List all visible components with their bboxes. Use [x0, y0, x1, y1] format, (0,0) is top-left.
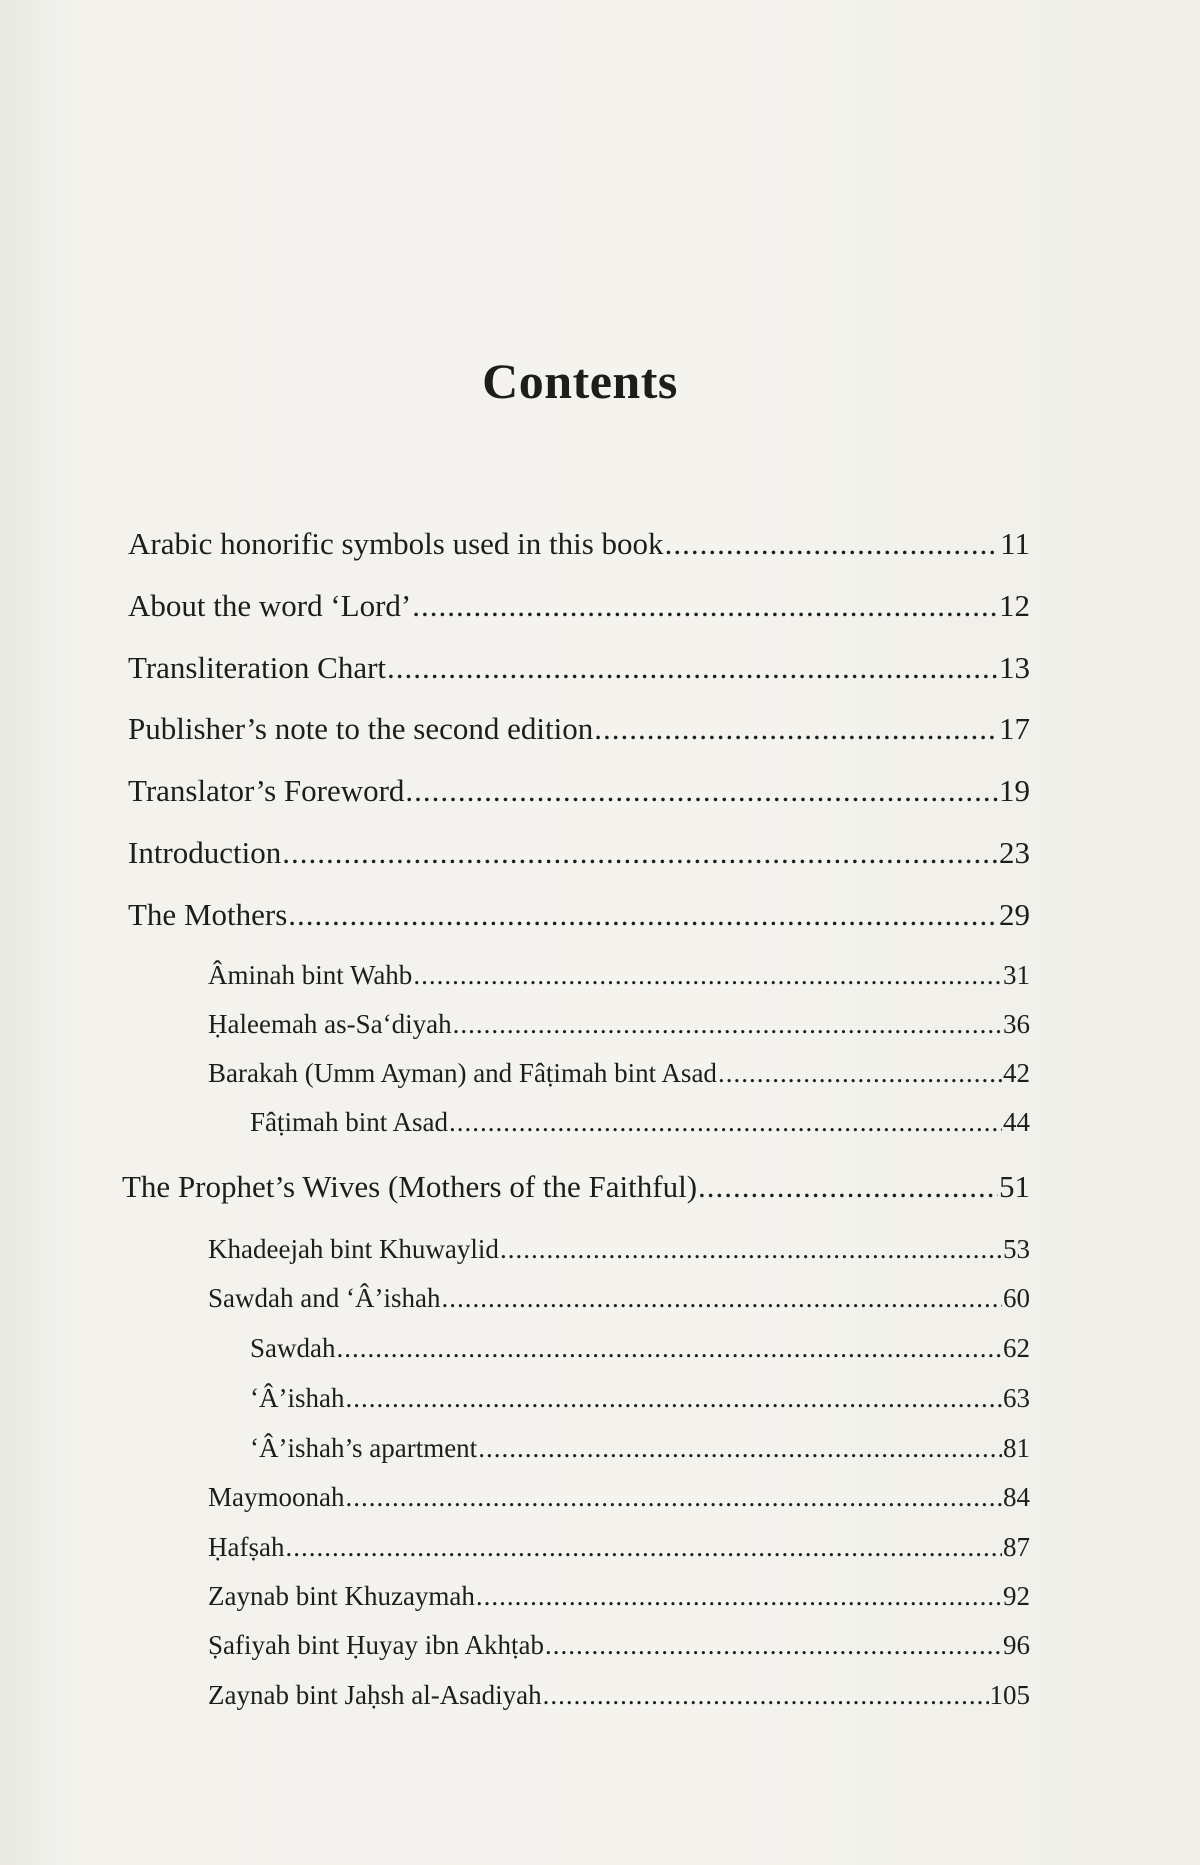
toc-entry-label: Sawdah — [250, 1333, 336, 1363]
dot-leader — [478, 1433, 1002, 1464]
toc-entry-page: 12 — [999, 588, 1030, 623]
toc-entry-page: 17 — [999, 711, 1030, 746]
toc-entry — [208, 1058, 1030, 1089]
toc-entry — [128, 526, 1030, 562]
toc-entry-page: 42 — [1003, 1058, 1030, 1088]
toc-entry-label: Transliteration Chart — [128, 650, 387, 685]
toc-entry — [128, 711, 1030, 747]
toc-entry-label: Publisher’s note to the second edition — [128, 711, 594, 746]
toc-entry-label: ‘Â’ishah’s apartment — [250, 1433, 478, 1463]
toc-entry-page: 29 — [999, 897, 1030, 932]
toc-entry-label: Khadeejah bint Khuwaylid — [208, 1234, 499, 1264]
toc-entry-label: Ḥafṣah — [208, 1532, 285, 1562]
toc-entry — [208, 960, 1030, 991]
toc-entry-page: 84 — [1003, 1482, 1030, 1512]
toc-entry-page: 11 — [1000, 526, 1030, 561]
toc-entry — [250, 1383, 1030, 1414]
toc-entry — [208, 1234, 1030, 1265]
toc-entry-label: Zaynab bint Khuzaymah — [208, 1581, 475, 1611]
dot-leader — [718, 1058, 1002, 1089]
dot-leader — [345, 1482, 1002, 1513]
toc-entry — [128, 835, 1030, 871]
dot-leader — [345, 1383, 1002, 1414]
toc-entry-page: 87 — [1003, 1532, 1030, 1562]
toc-entry-label: Translator’s Foreword — [128, 773, 405, 808]
toc-entry-page: 62 — [1003, 1333, 1030, 1363]
toc-entry-label: Ṣafiyah bint Ḥuyay ibn Akhṭab — [208, 1630, 544, 1660]
dot-leader — [413, 960, 1002, 991]
toc-entry-page: 60 — [1003, 1283, 1030, 1313]
toc-entry — [208, 1482, 1030, 1513]
dot-leader — [545, 1630, 1002, 1661]
toc-entry-page: 81 — [1003, 1433, 1030, 1463]
toc-entry-page: 51 — [999, 1169, 1030, 1204]
toc-entry — [208, 1581, 1030, 1612]
toc-entry — [128, 650, 1030, 686]
toc-entry-page: 105 — [989, 1680, 1030, 1710]
toc-entry-page: 31 — [1003, 960, 1030, 990]
dot-leader — [543, 1680, 989, 1711]
toc-entry-label: Introduction — [128, 835, 282, 870]
dot-leader — [665, 526, 1000, 562]
dot-leader — [476, 1581, 1002, 1612]
toc-entry-label: Fâṭimah bint Asad — [250, 1107, 448, 1137]
dot-leader — [453, 1009, 1002, 1040]
dot-leader — [412, 588, 998, 624]
toc-entry — [250, 1333, 1030, 1364]
toc-entry-label: ‘Â’ishah — [250, 1383, 345, 1413]
toc-entry — [122, 1169, 1030, 1205]
toc-entry-page: 44 — [1003, 1107, 1030, 1137]
dot-leader — [285, 1532, 1002, 1563]
dot-leader — [405, 773, 998, 809]
toc-entry — [208, 1283, 1030, 1314]
toc-entry-page: 53 — [1003, 1234, 1030, 1264]
toc-entry — [208, 1532, 1030, 1563]
toc-entry — [208, 1630, 1030, 1661]
toc-entry-label: The Mothers — [128, 897, 288, 932]
toc-entry-page: 63 — [1003, 1383, 1030, 1413]
toc-entry — [128, 897, 1030, 933]
toc-entry-label: Âminah bint Wahb — [208, 960, 413, 990]
toc-entry-label: Barakah (Umm Ayman) and Fâṭimah bint Asad — [208, 1058, 717, 1088]
toc-entry — [208, 1680, 1030, 1711]
toc-entry-label: Arabic honorific symbols used in this book — [128, 526, 664, 561]
dot-leader — [336, 1333, 1002, 1364]
dot-leader — [698, 1169, 998, 1205]
toc-entry-label: The Prophet’s Wives (Mothers of the Faithful) — [122, 1169, 698, 1204]
dot-leader — [449, 1107, 1002, 1138]
toc-entry-label: Sawdah and ‘Â’ishah — [208, 1283, 441, 1313]
dot-leader — [500, 1234, 1002, 1265]
dot-leader — [387, 650, 998, 686]
toc-entry — [250, 1107, 1030, 1138]
page-title: Contents — [482, 353, 678, 409]
toc-entry-label: Zaynab bint Jaḥsh al-Asadiyah — [208, 1680, 542, 1710]
toc-entry-label: Ḥaleemah as-Sa‘diyah — [208, 1009, 452, 1039]
dot-leader — [288, 897, 998, 933]
dot-leader — [282, 835, 998, 871]
toc-entry-page: 36 — [1003, 1009, 1030, 1039]
toc-entry — [208, 1009, 1030, 1040]
toc-entry-page: 13 — [999, 650, 1030, 685]
toc-entry-label: About the word ‘Lord’ — [128, 588, 412, 623]
toc-entry — [128, 588, 1030, 624]
toc-entry-page: 23 — [999, 835, 1030, 870]
toc-entry-label: Maymoonah — [208, 1482, 345, 1512]
toc-entry-page: 92 — [1003, 1581, 1030, 1611]
dot-leader — [441, 1283, 1002, 1314]
dot-leader — [594, 711, 998, 747]
toc-entry — [128, 773, 1030, 809]
toc-entry-page: 96 — [1003, 1630, 1030, 1660]
toc-entry-page: 19 — [999, 773, 1030, 808]
toc-entry — [250, 1433, 1030, 1464]
